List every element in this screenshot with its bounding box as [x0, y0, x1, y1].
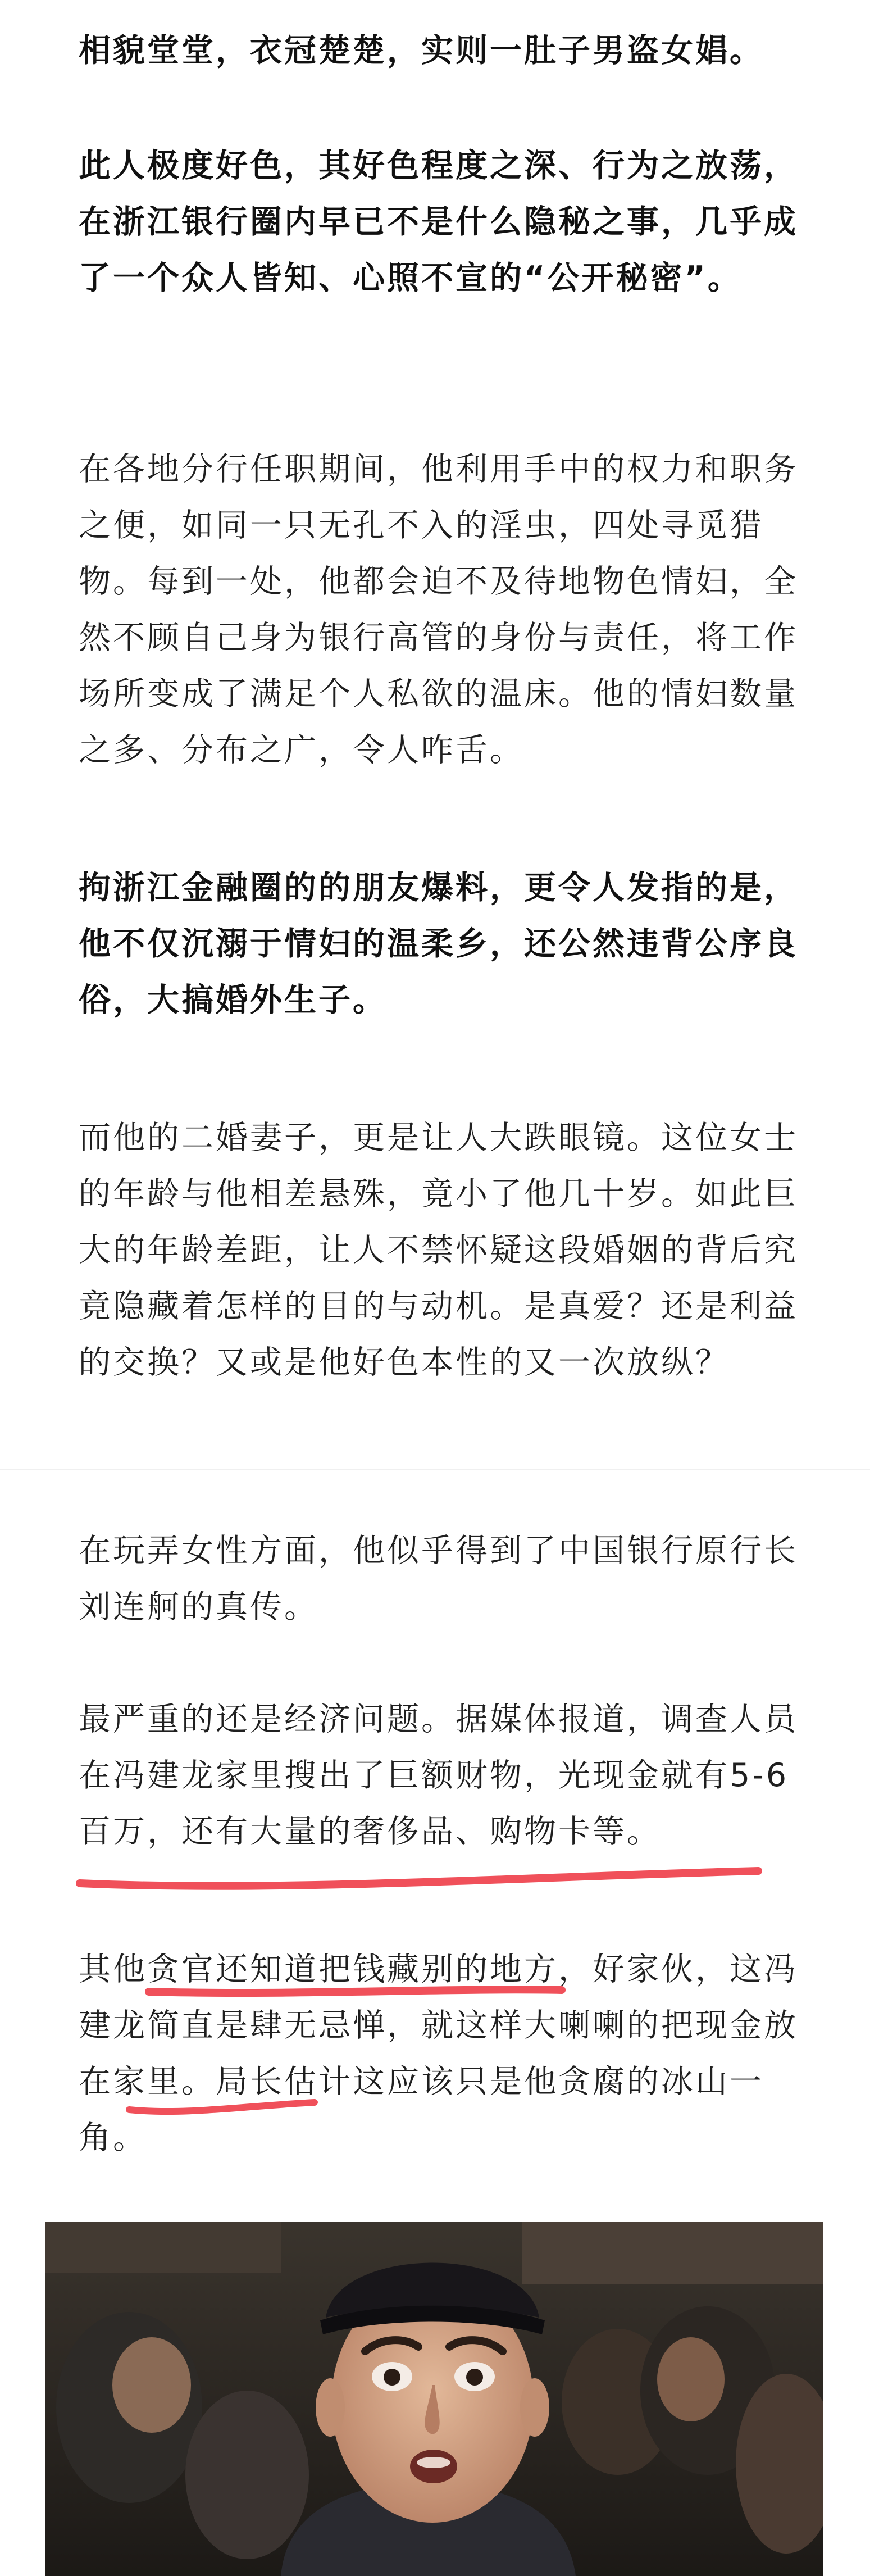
red-underline-2 — [149, 1989, 562, 1993]
red-underline-3 — [129, 2102, 315, 2111]
paragraph-1: 相貌堂堂，衣冠楚楚，实则一肚子男盗女娼。 — [79, 32, 764, 69]
paragraph-5: 而他的二婚妻子，更是让人大跌眼镜。这位女士的年龄与他相差悬殊，竟小了他几十岁。如此巨大的年龄差距，让人不禁怀疑这段婚姻的背后究竟隐藏着怎样的目的与动机。是真爱？还是利益的交换？又或是他好色本性的又一次放纵？ — [79, 1119, 798, 1381]
paragraph-6: 在玩弄女性方面，他似乎得到了中国银行原行长刘连舸的真传。 — [79, 1532, 798, 1625]
paragraph-4: 拘浙江金融圈的的朋友爆料，更令人发指的是，他不仅沉溺于情妇的温柔乡，还公然违背公序良俗，大搞婚外生子。 — [79, 869, 798, 1019]
paragraph-3: 在各地分行任职期间，他利用手中的权力和职务之便，如同一只无孔不入的淫虫，四处寻觅猎物。每到一处，他都会迫不及待地物色情妇，全然不顾自己身为银行高管的身份与责任，将工作场所变成了满足个人私欲的温床。他的情妇数量之多、分布之广，令人咋舌。 — [79, 451, 798, 769]
paragraph-8: 其他贪官还知道把钱藏别的地方，好家伙，这冯建龙简直是肆无忌惮，就这样大喇喇的把现金放在家里。局长估计这应该只是他贪腐的冰山一角。 — [79, 1951, 798, 2156]
red-underline-1 — [80, 1871, 758, 1886]
paragraph-2: 此人极度好色，其好色程度之深、行为之放荡，在浙江银行圈内早已不是什么隐秘之事，几乎成了一个众人皆知、心照不宣的“公开秘密”。 — [79, 147, 798, 297]
paragraph-7: 最严重的还是经济问题。据媒体报道，调查人员在冯建龙家里搜出了巨额财物，光现金就有5-6百万，还有大量的奢侈品、购物卡等。 — [79, 1701, 798, 1850]
meme-photo — [45, 2222, 823, 2576]
shocked-man-illustration — [45, 2222, 823, 2576]
